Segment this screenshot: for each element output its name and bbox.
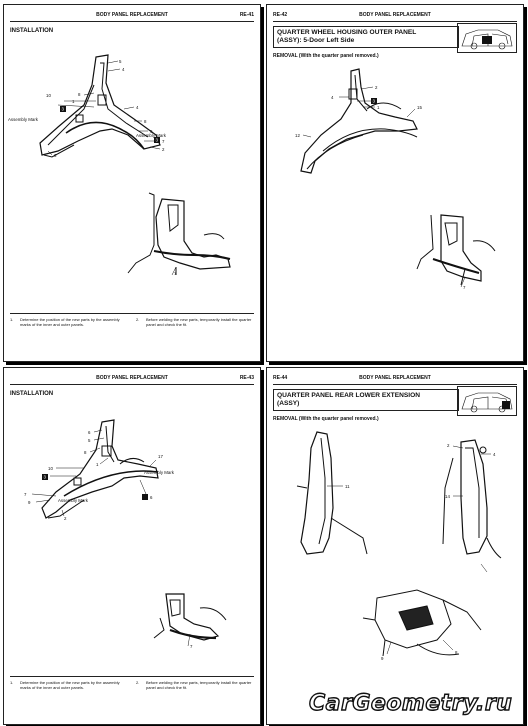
callout-8: 8	[455, 650, 458, 655]
callout-8: 8	[78, 92, 81, 97]
detail-callout-7: 7	[190, 644, 193, 649]
callout-2: 2	[447, 443, 450, 448]
callout-2: 2	[64, 516, 67, 521]
page-number: RE-42	[273, 12, 288, 18]
removal-diagram	[267, 5, 523, 361]
note-number: 2.	[136, 680, 140, 685]
callout-8: 8	[84, 450, 87, 455]
callout-9: 9	[28, 500, 31, 505]
manual-page-re41	[3, 4, 261, 362]
callout-1: 1	[377, 105, 380, 110]
removal-note: REMOVAL (With the quarter panel removed.)	[273, 416, 379, 422]
page-number: RE-43	[239, 375, 254, 381]
callout-5: 5	[88, 438, 91, 443]
note-text: Before welding the new parts, temporarily install the quarter panel and check the fit.	[146, 680, 252, 691]
note-text: Determine the position of the new parts by the assembly marks of the inner and outer panels.	[20, 317, 120, 328]
callout-15: 15	[417, 105, 422, 110]
callout-4: 4	[122, 67, 125, 72]
removal-diagram	[267, 368, 523, 724]
page-notes	[10, 313, 254, 328]
assembly-mark-right: Assembly Mark	[136, 133, 167, 138]
manual-page-re43	[3, 367, 261, 725]
title-line-2: (ASSY): 5-Door Left Side	[277, 37, 355, 44]
callout-4: 4	[493, 452, 496, 457]
extension-detail	[363, 590, 481, 656]
callout-14: 14	[445, 494, 450, 499]
manual-page-re44	[266, 367, 524, 725]
note-number: 1.	[10, 680, 14, 685]
detail-diagram	[128, 193, 230, 275]
header-title: BODY PANEL REPLACEMENT	[96, 375, 168, 381]
detail-diagram	[154, 594, 226, 640]
manual-page-re42	[266, 4, 524, 362]
note-text: Determine the position of the new parts by the assembly marks of the inner and outer panels.	[20, 680, 120, 691]
page-number: RE-41	[239, 12, 254, 18]
title-line-2: (ASSY)	[277, 400, 300, 407]
title-line-1: QUARTER WHEEL HOUSING OUTER PANEL	[277, 29, 417, 36]
page-notes	[10, 676, 254, 691]
header-title: BODY PANEL REPLACEMENT	[96, 12, 168, 18]
callout-2: 2	[162, 147, 165, 152]
callout-11: 11	[345, 484, 350, 489]
assembly-mark-left: Assembly Mark	[8, 117, 39, 122]
callout-17: 17	[158, 454, 163, 459]
callout-8b: 8	[144, 119, 147, 124]
note-number: 2.	[136, 317, 140, 322]
callout-4b: 4	[136, 105, 139, 110]
callout-1: 1	[72, 99, 75, 104]
callout-6: 6	[88, 430, 91, 435]
callout-3: 3	[372, 98, 375, 104]
callout-6b: 6	[150, 495, 153, 500]
detail-diagram	[417, 215, 495, 285]
note-text: Before welding the new parts, temporarily install the quarter panel and check the fit.	[146, 317, 252, 328]
header-title: BODY PANEL REPLACEMENT	[359, 375, 431, 381]
callout-10: 10	[48, 466, 53, 471]
site-watermark: CarGeometry.ru	[309, 691, 513, 716]
detail-callout-7: 7	[463, 285, 466, 290]
callout-3b: 3	[155, 137, 158, 143]
callout-10: 10	[46, 93, 51, 98]
callout-6: 6	[54, 153, 57, 158]
removal-note: REMOVAL (With the quarter panel removed.)	[273, 53, 379, 59]
callout-7: 7	[24, 492, 27, 497]
callout-12: 12	[295, 133, 300, 138]
note-number: 1.	[10, 317, 14, 322]
installation-diagram	[4, 5, 260, 361]
page-number: RE-44	[273, 375, 288, 381]
callout-3: 3	[61, 106, 64, 112]
callout-5: 5	[119, 59, 122, 64]
installation-diagram	[4, 368, 260, 724]
title-line-1: QUARTER PANEL REAR LOWER EXTENSION	[277, 392, 420, 399]
header-title: BODY PANEL REPLACEMENT	[359, 12, 431, 18]
callout-3: 3	[43, 474, 46, 480]
detail-callout-7: 7	[174, 271, 177, 276]
callout-1: 1	[96, 462, 99, 467]
callout-9: 9	[150, 129, 153, 134]
callout-4: 4	[331, 95, 334, 100]
callout-7: 7	[162, 139, 165, 144]
section-heading: INSTALLATION	[10, 391, 54, 397]
section-heading: INSTALLATION	[10, 28, 54, 34]
callout-9: 9	[381, 656, 384, 661]
assembly-mark-right: Assembly Mark	[144, 470, 175, 475]
callout-2: 2	[375, 85, 378, 90]
assembly-mark-left: Assembly Mark	[58, 498, 89, 503]
